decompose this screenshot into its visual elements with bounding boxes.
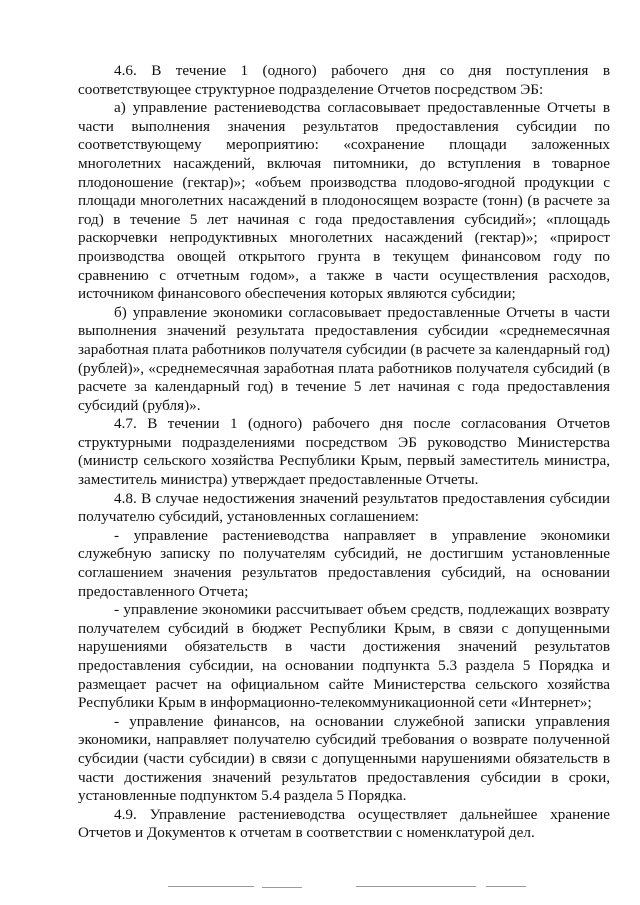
- paragraph-4-9: 4.9. Управление растениеводства осуществляет дальнейшее хранение Отчетов и Документов к отчетам в соответствии с номенклатурой дел.: [78, 805, 610, 842]
- footer-line: [262, 887, 302, 888]
- footer-line: [486, 886, 526, 887]
- footer-line: [168, 886, 254, 887]
- paragraph-4-8: 4.8. В случае недостижения значений результатов предоставления субсидии получателю субсидий, установленных соглашением:: [78, 489, 610, 526]
- paragraph-4-8-item-2: - управление экономики рассчитывает объем средств, подлежащих возврату получателем субсидий в бюджет Республики Крым, в связи с допущенными нарушениями обязательств в части достижения значений результатов предоставления субсидии, на основании подпункта 5.3 раздела 5 Порядка и размещает расчет на официальном сайте Министерства сельского хозяйства Республики Крым в информационно-телекоммуникационной сети «Интернет»;: [78, 601, 610, 712]
- paragraph-4-7: 4.7. В течении 1 (одного) рабочего дня после согласования Отчетов структурными подразделениями посредством ЭБ руководство Министерства (министр сельского хозяйства Республики Крым, первый заместитель министра, заместитель министра) утверждает предоставленные Отчеты.: [78, 415, 610, 489]
- paragraph-4-8-item-1: - управление растениеводства направляет в управление экономики служебную записку по получателям субсидий, не достигшим установленные соглашением значения результатов предоставления субсидий, на основании предоставленного Отчета;: [78, 526, 610, 600]
- paragraph-4-8-item-3: - управление финансов, на основании служебной записки управления экономики, направляет получателю субсидий требования о возврате полученной субсидии (части субсидии) в связи с допущенными нарушениями обязательств в части достижения значений результатов предоставления субсидии в сроки, установленные подпунктом 5.4 раздела 5 Порядка.: [78, 712, 610, 805]
- footer-scan-lines: [0, 884, 640, 894]
- paragraph-4-6-a: а) управление растениеводства согласовывает предоставленные Отчеты в части выполнения значения результатов предоставления субсидии по соответствующему мероприятию: «сохранение площади заложенных многолетних насаждений, включая питомники, до вступления в товарное плодоношение (гектар)»; «объем производства плодово-ягодной продукции с площади многолетних насаждений в плодоносящем возрасте (тонн) (в расчете за год) в течение 5 лет начиная с года предоставления субсидий»; «площадь раскорчевки непродуктивных многолетних насаждений (гектар)»; «прирост производства овощей открытого грунта в текущем финансовом году по сравнению с отчетным годом», а также в части осуществления расходов, источником финансового обеспечения которых являются субсидии;: [78, 99, 610, 303]
- paragraph-4-6: 4.6. В течение 1 (одного) рабочего дня со дня поступления в соответствующее структурное подразделение Отчетов посредством ЭБ:: [78, 62, 610, 98]
- footer-line: [356, 886, 476, 887]
- document-body: [78, 62, 610, 843]
- paragraph-4-6-b: б) управление экономики согласовывает предоставленные Отчеты в части выполнения значений результата предоставления субсидии «среднемесячная заработная плата работников получателя субсидии (в расчете за календарный год) (рублей)», «среднемесячная заработная плата работников получателя субсидий (в расчете за календарный год) в течение 5 лет начиная с года предоставления субсидий (рубля)».: [78, 303, 610, 414]
